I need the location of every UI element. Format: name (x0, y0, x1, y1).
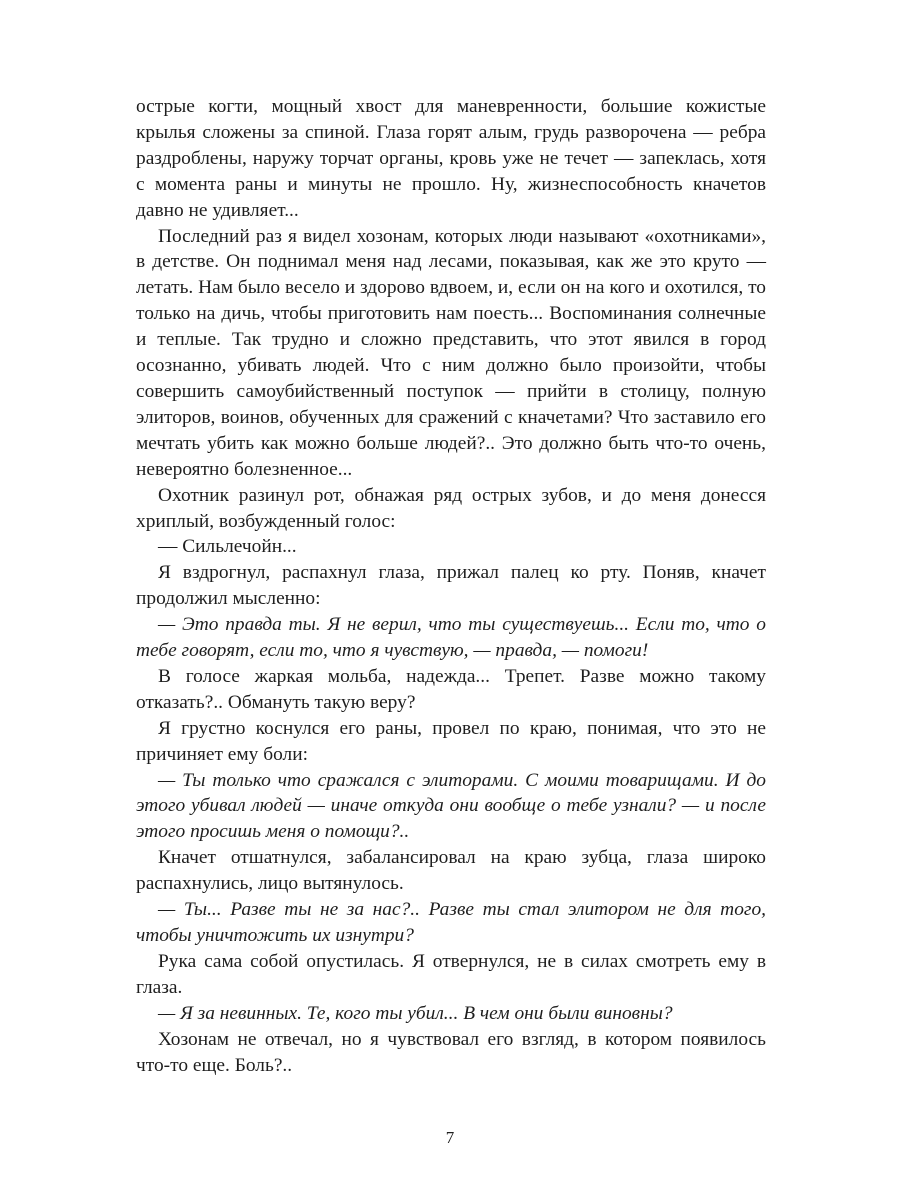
paragraph-11: — Ты... Разве ты не за нас?.. Разве ты стал элитором не для того, чтобы уничтожить их изнутри? (136, 899, 766, 946)
paragraph-6: — Это правда ты. Я не верил, что ты существуешь... Если то, что о тебе говорят, если то, что я чувствую, — правда, — помоги! (136, 614, 766, 662)
paragraph-8: Я грустно коснулся его раны, провел по краю, понимая, что это не причиняет ему боли: (136, 717, 766, 765)
paragraph-12: Рука сама собой опустилась. Я отвернулся, не в силах смотреть ему в глаза. (136, 950, 766, 998)
paragraph-9: — Ты только что сражался с элиторами. С моими товарищами. И до этого убивал людей — иначе откуда они вообще о тебе узнали? — и после этого просишь меня о помощи?.. (136, 769, 766, 843)
paragraph-7: В голосе жаркая мольба, надежда... Трепет. Разве можно такому отказать?.. Обмануть такую веру? (136, 665, 766, 713)
paragraph-13: — Я за невинных. Те, кого ты убил... В чем они были виновны? (158, 1002, 673, 1024)
page-number: 7 (445, 1128, 455, 1147)
paragraph-4: — Сильлечойн... (158, 536, 297, 558)
paragraph-14: Хозонам не отвечал, но я чувствовал его взгляд, в котором появилось что-то еще. Боль?.. (136, 1028, 766, 1076)
page-body (136, 94, 766, 1078)
paragraph-10: Кначет отшатнулся, забалансировал на краю зубца, глаза широко распахнулись, лицо вытянулось. (136, 847, 766, 895)
paragraph-5: Я вздрогнул, распахнул глаза, прижал палец ко рту. Поняв, кначет продолжил мысленно: (136, 562, 766, 610)
paragraph-3: Охотник разинул рот, обнажая ряд острых зубов, и до меня донесся хриплый, возбужденный голос: (136, 484, 766, 532)
paragraph-2: Последний раз я видел хозонам, которых люди называют «охотниками», в детстве. Он поднимал меня над лесами, показывая, как же это круто — летать. Нам было весело и здорово вдвоем, и, если он на кого и охотился, то только на дичь, чтобы приготовить нам поесть... Воспоминания солнечные и теплые. Так трудно и сложно представить, что этот явился в город осознанно, убивать людей. Что с ним должно было произойти, чтобы совершить самоубийственный поступок — прийти в столицу, полную элиторов, воинов, обученных для сражений с кначетами? Что заставило его мечтать убить как можно больше людей?.. Это должно быть что-то очень, невероятно болезненное... (136, 225, 766, 480)
paragraph-1: острые когти, мощный хвост для маневренности, большие кожистые крылья сложены за спиной. Глаза горят алым, грудь разворочена — ребра раздроблены, наружу торчат органы, кровь уже не течет — запеклась, хотя с момента раны и минуты не прошло. Ну, жизнеспособность кначетов давно не удивляет... (136, 96, 766, 221)
